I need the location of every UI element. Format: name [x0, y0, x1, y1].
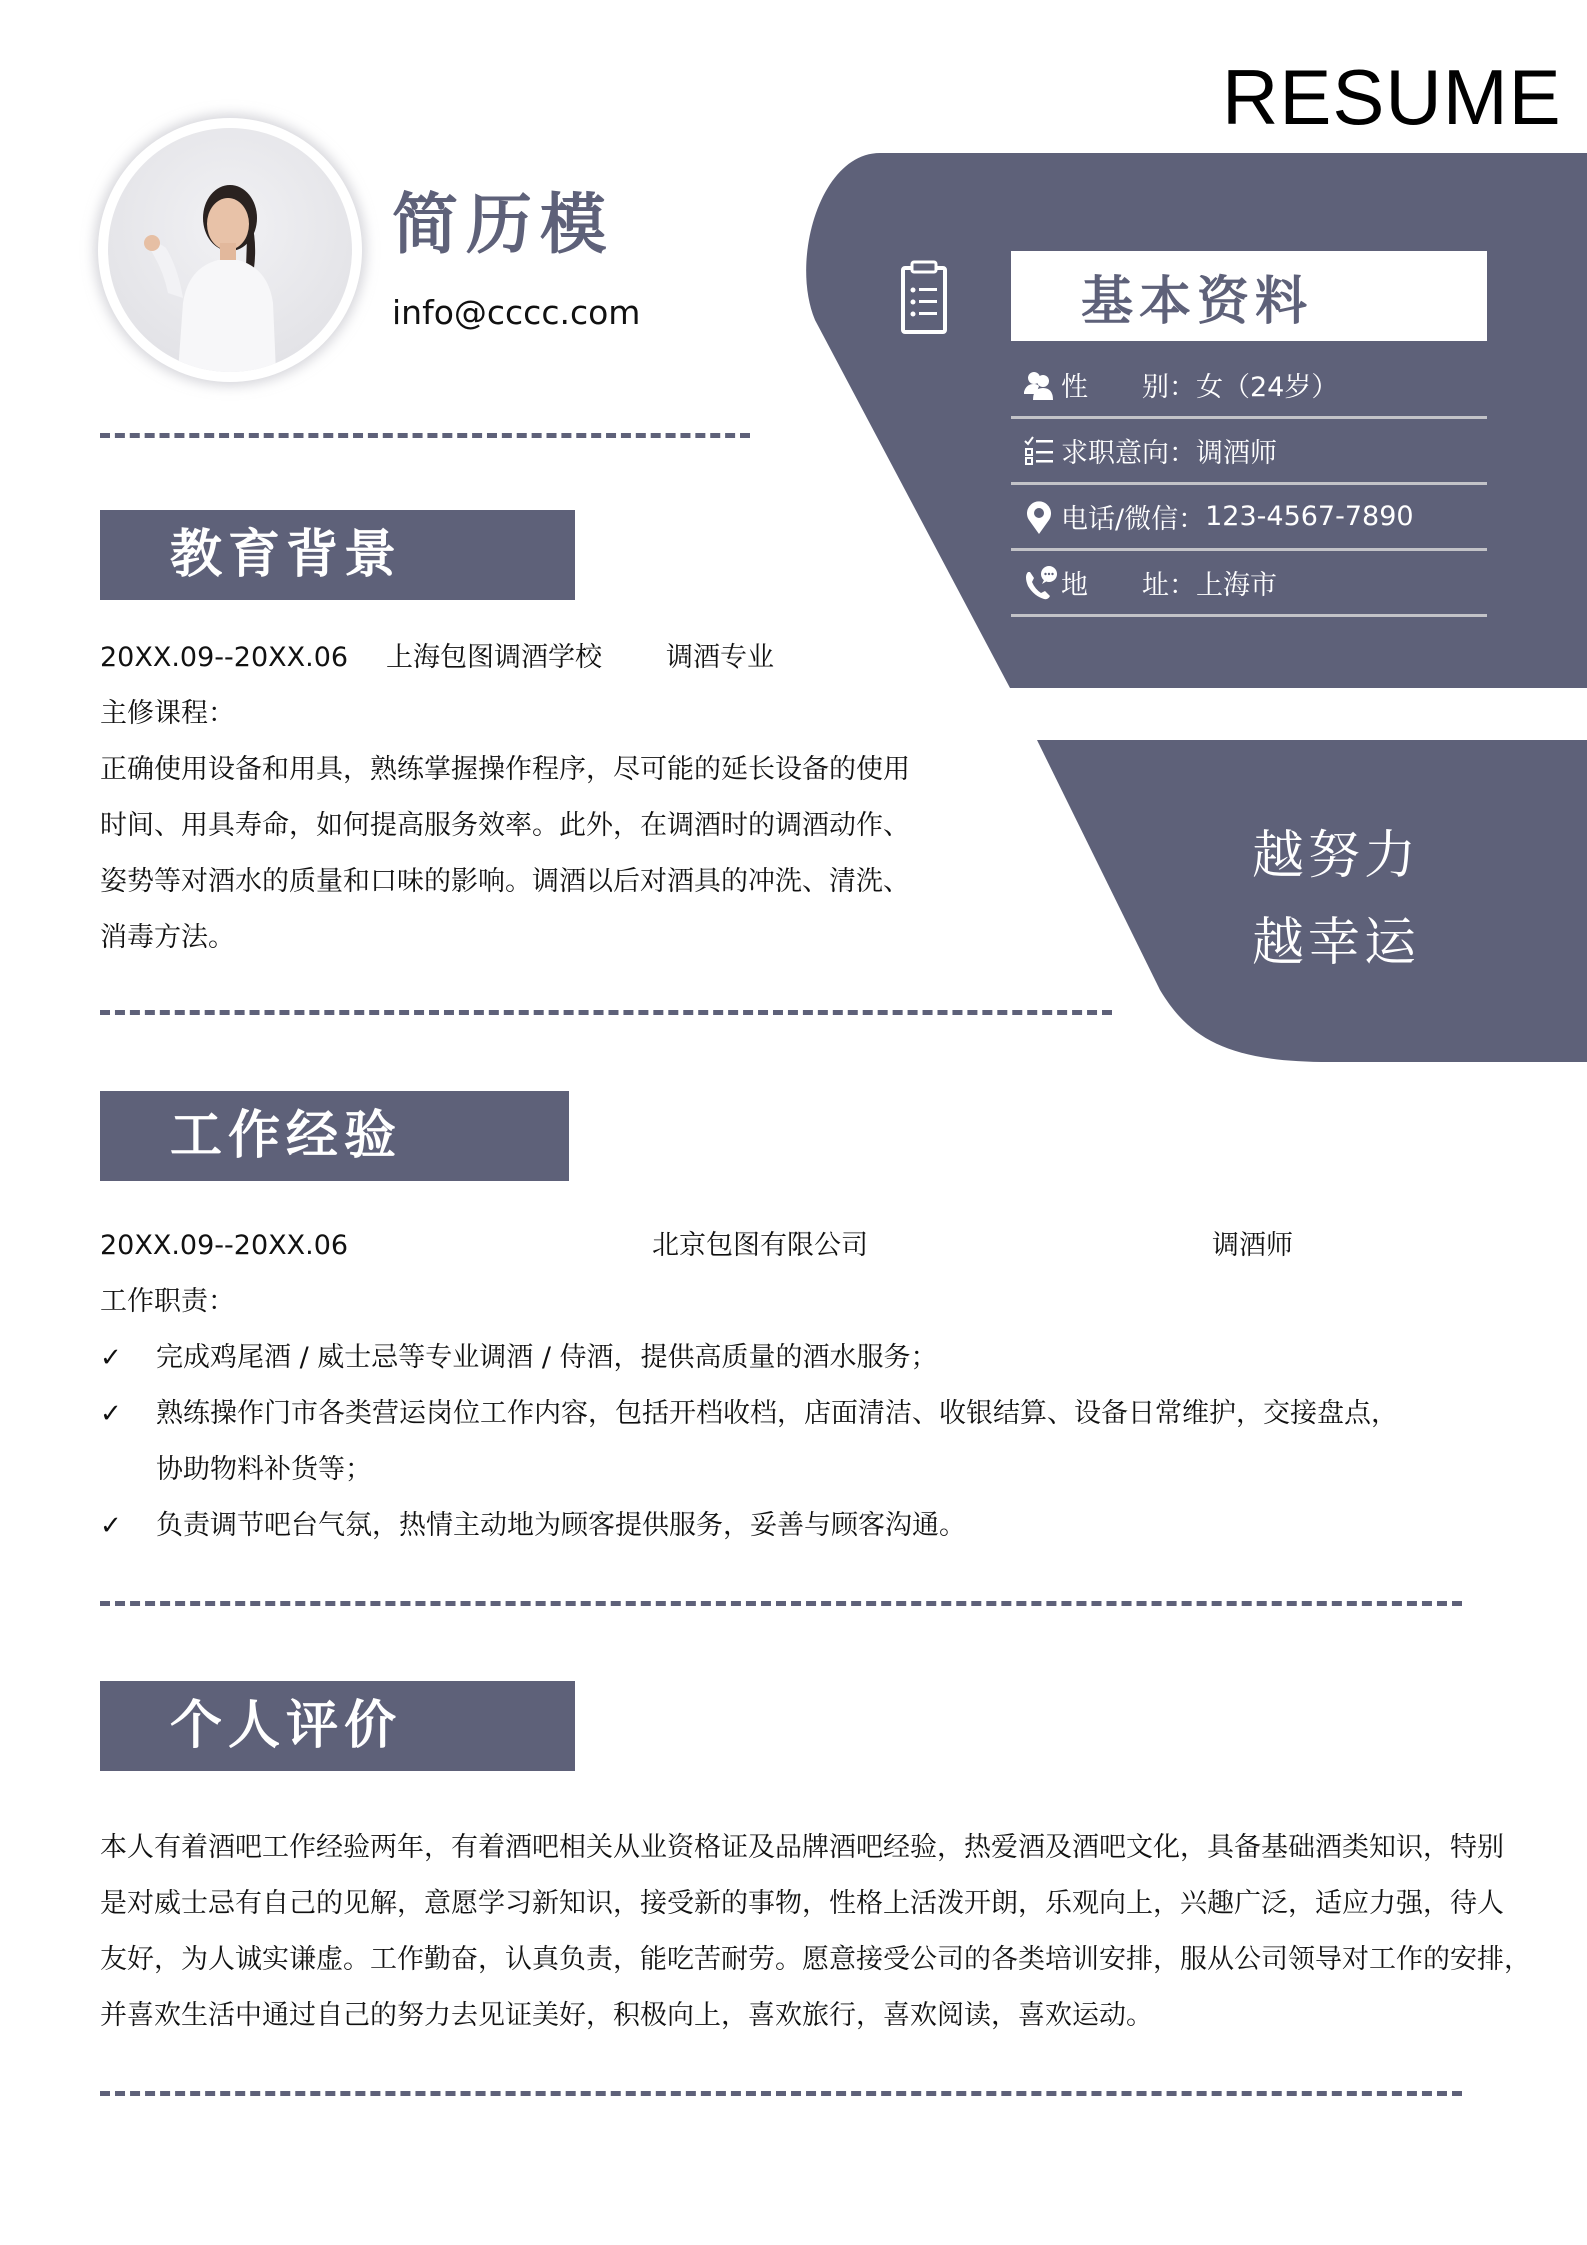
duty-item	[100, 1330, 1500, 1386]
duty-text: 熟练操作门市各类营运岗位工作内容，包括开档收档，店面清洁、收银结算、设备日常维护，交接盘点，	[156, 1398, 1398, 1429]
self-eval-text	[100, 1820, 1531, 2044]
education-period: 20XX.09--20XX.06	[100, 642, 349, 673]
phone-label: 电话/微信：	[1061, 504, 1206, 535]
work-entry	[100, 1218, 1500, 1554]
divider	[100, 1601, 1462, 1606]
divider	[100, 2091, 1462, 2096]
info-row-job-intent	[1011, 419, 1487, 485]
duty-item	[100, 1498, 1500, 1554]
phone-chat-icon	[1011, 566, 1061, 600]
motto-line-2: 越幸运	[1252, 913, 1421, 973]
address-value: 上海市	[1196, 570, 1277, 601]
candidate-name: 简历模	[392, 186, 614, 263]
clipboard-icon	[900, 256, 948, 336]
email-link[interactable]: info@cccc.com	[392, 293, 641, 332]
education-school: 上海包图调酒学校	[386, 642, 602, 673]
duty-text: 完成鸡尾酒 / 威士忌等专业调酒 / 侍酒，提供高质量的酒水服务；	[156, 1342, 938, 1373]
course-line: 时间、用具寿命，如何提高服务效率。此外，在调酒时的调酒动作、	[100, 810, 910, 841]
duty-item	[100, 1386, 1500, 1498]
info-row-gender	[1011, 353, 1487, 419]
duty-text-continued: 协助物料补货等；	[156, 1454, 372, 1485]
self-eval-line: 本人有着酒吧工作经验两年，有着酒吧相关从业资格证及品牌酒吧经验，热爱酒及酒吧文化，具备基础酒类知识，特别	[100, 1832, 1504, 1863]
gender-label: 性 别：	[1061, 372, 1196, 403]
person-silhouette-icon	[108, 128, 352, 372]
info-row-address	[1011, 551, 1487, 617]
courses-label: 主修课程：	[100, 698, 235, 729]
education-entry	[100, 630, 1000, 966]
section-title-work: 工作经验	[100, 1091, 569, 1181]
section-title-education: 教育背景	[100, 510, 575, 600]
job-intent-value: 调酒师	[1196, 438, 1277, 469]
address-label: 地 址：	[1061, 570, 1196, 601]
work-position: 调酒师	[1212, 1230, 1293, 1261]
work-company: 北京包图有限公司	[652, 1230, 868, 1261]
course-line: 消毒方法。	[100, 922, 235, 953]
work-period: 20XX.09--20XX.06	[100, 1230, 349, 1261]
duties-label: 工作职责：	[100, 1286, 235, 1317]
divider	[100, 1010, 1112, 1015]
self-eval-line: 是对威士忌有自己的见解，意愿学习新知识，接受新的事物，性格上活泼开朗，乐观向上，兴趣广泛，适应力强，待人	[100, 1888, 1504, 1919]
basic-info-title: 基本资料	[1011, 251, 1487, 341]
location-pin-icon	[1011, 500, 1061, 534]
avatar-photo	[108, 128, 352, 372]
section-title-self-eval: 个人评价	[100, 1681, 575, 1771]
check-icon: ✓	[100, 1343, 122, 1373]
course-line: 姿势等对酒水的质量和口味的影响。调酒以后对酒具的冲洗、清洗、	[100, 866, 910, 897]
phone-value[interactable]: 123-4567-7890	[1205, 501, 1414, 532]
job-intent-label: 求职意向：	[1061, 438, 1196, 469]
gender-value: 女（24岁）	[1196, 372, 1339, 403]
avatar	[98, 118, 362, 382]
motto-panel-shape	[1037, 740, 1587, 1062]
check-icon: ✓	[100, 1399, 122, 1429]
motto-line-1: 越努力	[1252, 826, 1421, 886]
divider	[100, 433, 750, 438]
course-line: 正确使用设备和用具，熟练掌握操作程序，尽可能的延长设备的使用	[100, 754, 910, 785]
checklist-icon	[1011, 436, 1061, 466]
self-eval-line: 并喜欢生活中通过自己的努力去见证美好，积极向上，喜欢旅行，喜欢阅读，喜欢运动。	[100, 2000, 1153, 2031]
check-icon: ✓	[100, 1511, 122, 1541]
duty-text: 负责调节吧台气氛，热情主动地为顾客提供服务，妥善与顾客沟通。	[156, 1510, 966, 1541]
resume-heading: RESUME	[1222, 53, 1562, 141]
users-icon	[1011, 370, 1061, 400]
self-eval-line: 友好，为人诚实谦虚。工作勤奋，认真负责，能吃苦耐劳。愿意接受公司的各类培训安排，服从公司领导对工作的安排，	[100, 1944, 1531, 1975]
info-row-phone	[1011, 485, 1487, 551]
education-major: 调酒专业	[666, 642, 774, 673]
